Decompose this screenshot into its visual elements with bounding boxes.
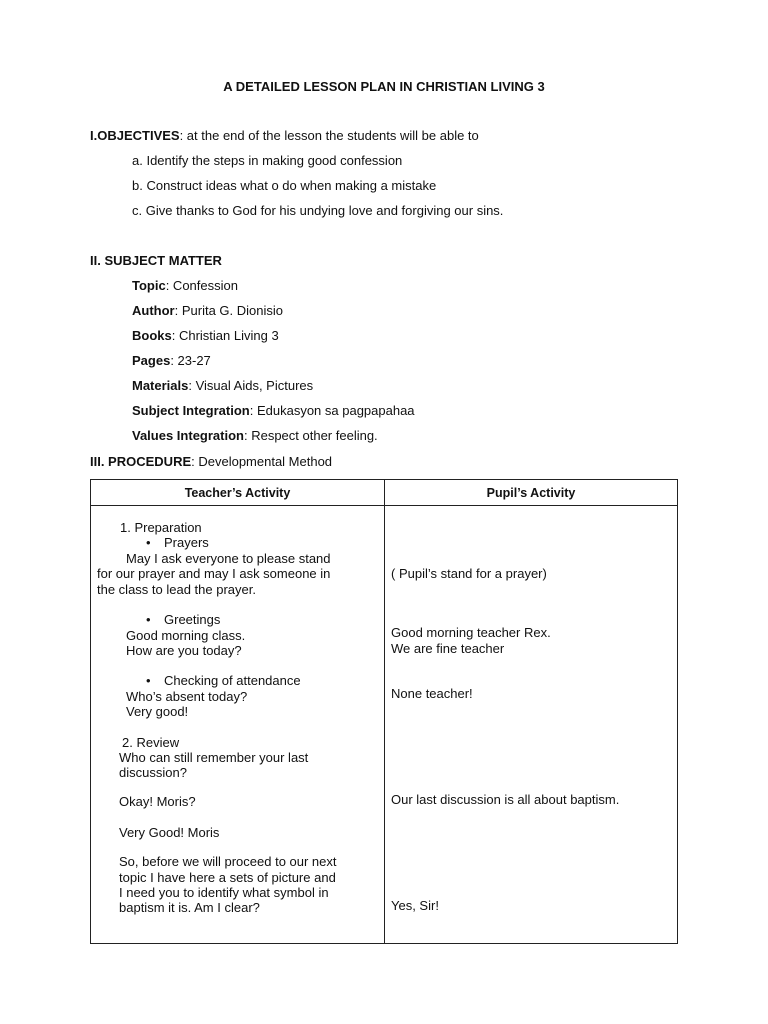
teacher-line: 2. Review — [122, 735, 180, 750]
field-value: : Edukasyon sa pagpapahaa — [249, 403, 415, 418]
objectives-heading: I.OBJECTIVES — [90, 128, 180, 143]
teacher-line: So, before we will proceed to our next — [119, 854, 337, 869]
bullet-icon: • — [146, 612, 151, 627]
teacher-line: discussion? — [119, 765, 187, 780]
field-label: Author — [132, 303, 175, 318]
teacher-line: How are you today? — [126, 643, 242, 658]
objective-item: c. Give thanks to God for his undying love and forgiving our sins. — [132, 203, 504, 218]
teacher-line: Who’s absent today? — [126, 689, 248, 704]
teacher-activity-cell — [91, 506, 385, 944]
field-value: : Confession — [165, 278, 238, 293]
header-pupil-activity: Pupil’s Activity — [385, 480, 678, 506]
pupil-line: Good morning teacher Rex. — [391, 625, 551, 640]
procedure-table — [90, 479, 678, 944]
teacher-line: Greetings — [164, 612, 221, 627]
objective-item: a. Identify the steps in making good confession — [132, 153, 403, 168]
teacher-line: Okay! Moris? — [119, 794, 196, 809]
subject-field-author — [132, 303, 283, 318]
teacher-line: for our prayer and may I ask someone in — [97, 566, 331, 581]
teacher-line: May I ask everyone to please stand — [126, 551, 331, 566]
bullet-icon: • — [146, 673, 151, 688]
teacher-line: Good morning class. — [126, 628, 246, 643]
teacher-line: topic I have here a sets of picture and — [119, 870, 336, 885]
field-label: Values Integration — [132, 428, 244, 443]
subject-field-subject-integration — [132, 403, 415, 418]
teacher-line: baptism it is. Am I clear? — [119, 900, 260, 915]
table-row — [91, 506, 678, 944]
subject-field-books — [132, 328, 279, 343]
teacher-line: Prayers — [164, 535, 209, 550]
procedure-heading: III. PROCEDURE — [90, 454, 192, 469]
pupil-line: Yes, Sir! — [391, 898, 439, 913]
subject-field-pages — [132, 353, 211, 368]
field-value: : Visual Aids, Pictures — [188, 378, 314, 393]
objectives-intro: : at the end of the lesson the students will be able to — [179, 128, 479, 143]
teacher-line: the class to lead the prayer. — [97, 582, 256, 597]
field-label: Topic — [132, 278, 166, 293]
field-label: Pages — [132, 353, 171, 368]
field-value: : 23-27 — [170, 353, 211, 368]
objectives-line — [90, 128, 479, 143]
field-label: Subject Integration — [132, 403, 250, 418]
teacher-line: 1. Preparation — [120, 520, 202, 535]
field-value: : Respect other feeling. — [243, 428, 378, 443]
subject-field-values-integration — [132, 428, 378, 443]
teacher-line: Very good! — [126, 704, 189, 719]
field-label: Books — [132, 328, 172, 343]
table-header-row — [91, 480, 678, 506]
pupil-line: ( Pupil’s stand for a prayer) — [391, 566, 547, 581]
field-label: Materials — [132, 378, 189, 393]
field-value: : Purita G. Dionisio — [174, 303, 283, 318]
header-teacher-activity: Teacher’s Activity — [91, 480, 385, 506]
document-title: A DETAILED LESSON PLAN IN CHRISTIAN LIVING 3 — [223, 79, 545, 94]
teacher-line: I need you to identify what symbol in — [119, 885, 329, 900]
field-value: : Christian Living 3 — [171, 328, 279, 343]
objective-item: b. Construct ideas what o do when making a mistake — [132, 178, 437, 193]
subject-field-topic — [132, 278, 238, 293]
pupil-line: We are fine teacher — [391, 641, 505, 656]
procedure-method: : Developmental Method — [191, 454, 333, 469]
pupil-line: Our last discussion is all about baptism. — [391, 792, 620, 807]
pupil-line: None teacher! — [391, 686, 473, 701]
subject-field-materials — [132, 378, 313, 393]
pupil-activity-cell — [385, 506, 678, 944]
teacher-line: Who can still remember your last — [119, 750, 309, 765]
procedure-line — [90, 454, 332, 469]
subject-matter-heading: II. SUBJECT MATTER — [90, 253, 222, 268]
teacher-line: Very Good! Moris — [119, 825, 220, 840]
teacher-line: Checking of attendance — [164, 673, 301, 688]
bullet-icon: • — [146, 535, 151, 550]
